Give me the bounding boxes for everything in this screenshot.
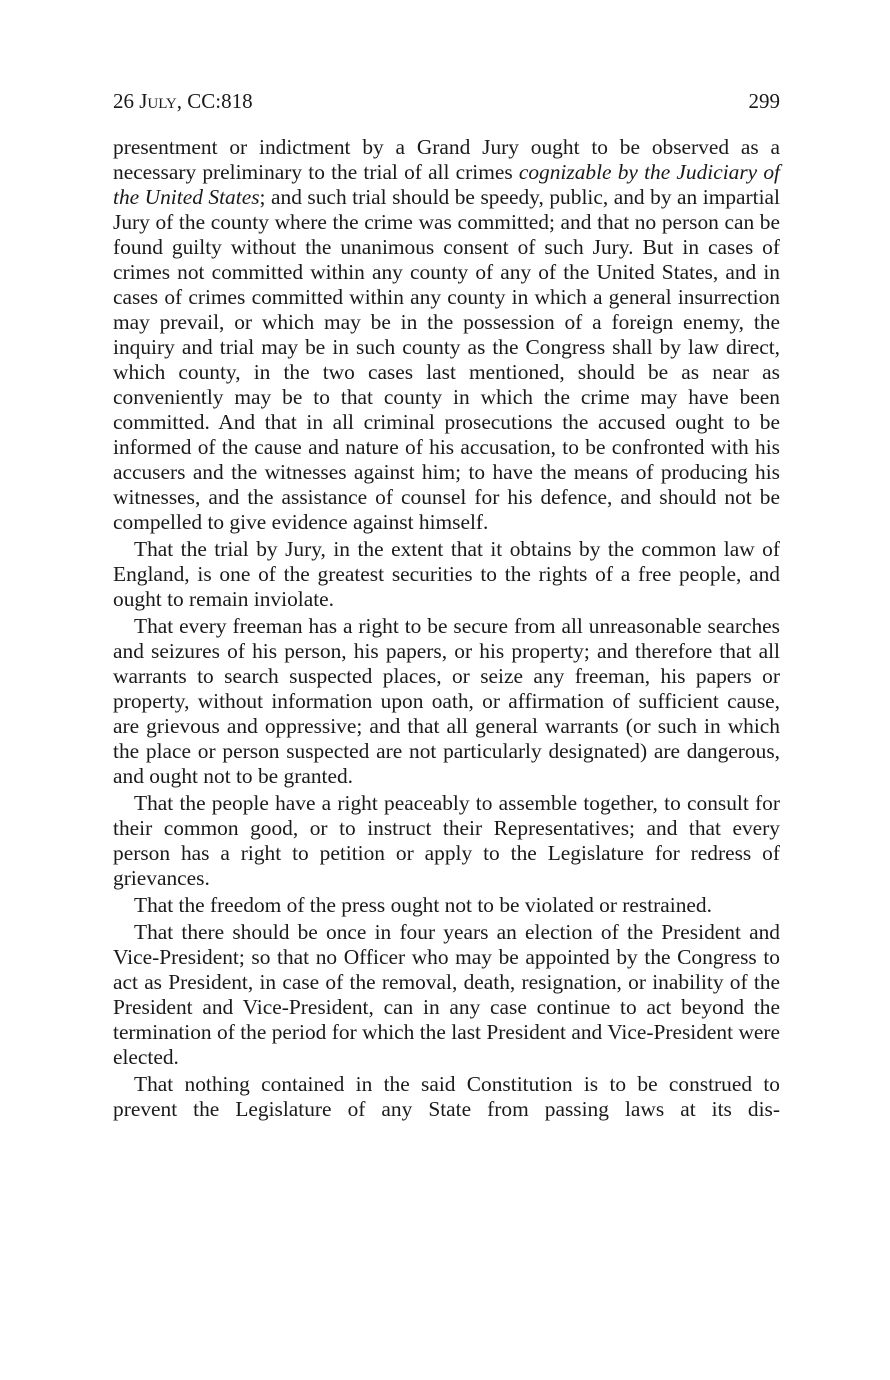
page-number: 299 bbox=[748, 89, 780, 113]
paragraph-text: ; and such trial should be speedy, public, and by an impartial Jury of the county where the crime was committed; and that no person can be found guilty without the unanimous consent of such Jury. But in cases of crimes not committed within any county of any of the United States, and in cases of crimes committed within any county in which a general insurrection may prevail, or which may be in the possession of a foreign enemy, the inquiry and trial may be in such county as the Congress shall by law direct, which county, in the two cases last mentioned, should be as near as conveniently may be to that county in which the crime may have been committed. And that in all criminal prosecutions the accused ought to be informed of the cause and nature of his accusation, to be confronted with his accusers and the witnesses against him; to have the means of producing his witnesses, and the assistance of counsel for his defence, and should not be compelled to give evidence against himself. bbox=[113, 185, 780, 534]
paragraph-right-to-assemble: That the people have a right peaceably to assemble together, to consult for their common good, or to instruct their Representatives; and that every person has a right to petition or apply to the Legislature for redress of grievances. bbox=[113, 791, 780, 890]
paragraph-election-of-president: That there should be once in four years an election of the President and Vice-President; so that no Officer who may be appointed by the Congress to act as President, in case of the removal, death, resignation, or inability of the President and Vice-President, can in any case continue to act beyond the termination of the period for which the last President and Vice-President were elected. bbox=[113, 920, 780, 1069]
paragraph-freedom-of-press: That the freedom of the press ought not to be violated or restrained. bbox=[134, 893, 712, 917]
running-head bbox=[113, 86, 780, 116]
running-head-date: 26 bbox=[113, 89, 140, 113]
paragraph-state-legislature: That nothing contained in the said Constitution is to be construed to prevent the Legislature of any State from passing laws at its dis- bbox=[113, 1072, 780, 1121]
paragraph-text: presentment or indictment by a Grand Jury ought to be observed as a necessary preliminary to the trial of all crimes bbox=[113, 135, 780, 184]
running-head-reference: , CC:818 bbox=[176, 89, 253, 113]
italic-phrase: cognizable by the Judiciary of the United States bbox=[113, 160, 780, 209]
paragraph-trial-by-jury: That the trial by Jury, in the extent that it obtains by the common law of England, is one of the greatest securities to the rights of a free people, and ought to remain inviolate. bbox=[113, 537, 780, 611]
running-head-month: July bbox=[139, 89, 177, 113]
running-head-left bbox=[113, 86, 253, 116]
body-text bbox=[113, 135, 780, 1122]
paragraph-searches-seizures: That every freeman has a right to be secure from all unreasonable searches and seizures of his person, his papers, or his property; and therefore that all warrants to search suspected places, or seize any freeman, his papers or property, without information upon oath, or affirmation of sufficient cause, are grievous and oppressive; and that all general warrants (or such in which the place or person suspected are not particularly designated) are dangerous, and ought not to be granted. bbox=[113, 614, 780, 788]
paragraph-continued bbox=[113, 135, 780, 535]
